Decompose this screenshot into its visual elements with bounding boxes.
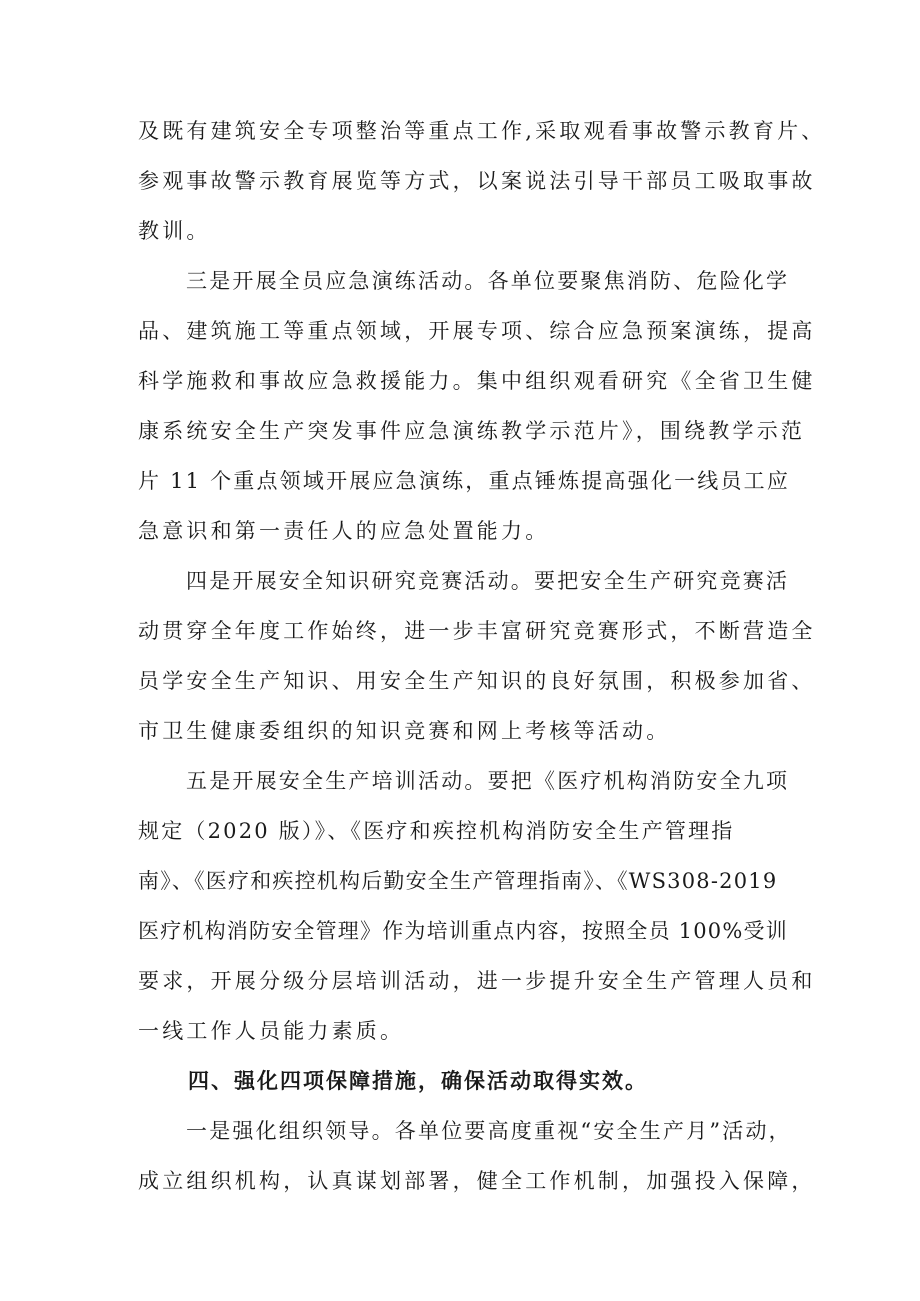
text-line: 急意识和第一责任人的应急处置能力。 [138, 519, 550, 543]
text-line: 参观事故警示教育展览等方式，以案说法引导干部员工吸取事故 [138, 169, 816, 193]
paragraph-four-start: 四是开展安全知识研究竞赛活动。要把安全生产研究竞赛活 [186, 569, 790, 593]
text-line: 成立组织机构，认真谋划部署，健全工作机制，加强投入保障， [138, 1169, 816, 1193]
text-line: 动贯穿全年度工作始终，进一步丰富研究竞赛形式，不断营造全 [138, 619, 816, 643]
paragraph-one-start: 一是强化组织领导。各单位要高度重视“安全生产月”活动， [186, 1119, 792, 1143]
text-line: 市卫生健康委组织的知识竞赛和网上考核等活动。 [138, 719, 671, 743]
text-line: 科学施救和事故应急救援能力。集中组织观看研究《全省卫生健 [138, 369, 816, 393]
text-line: 南》、《医疗和疾控机构后勤安全生产管理指南》、《WS308-2019 [138, 869, 778, 893]
text-line: 康系统安全生产突发事件应急演练教学示范片》，围绕教学示范 [138, 419, 806, 443]
text-line: 片 11 个重点领域开展应急演练，重点锤炼提高强化一线员工应 [138, 469, 791, 493]
text-line: 教训。 [138, 219, 211, 243]
text-line: 品、建筑施工等重点领域，开展专项、综合应急预案演练，提高 [138, 319, 816, 343]
text-line: 一线工作人员能力素质。 [138, 1019, 405, 1043]
section-heading: 四、强化四项保障措施，确保活动取得实效。 [188, 1069, 648, 1093]
paragraph-three-start: 三是开展全员应急演练活动。各单位要聚焦消防、危险化学 [186, 269, 790, 293]
text-line: 要求，开展分级分层培训活动，进一步提升安全生产管理人员和 [138, 969, 816, 993]
text-line: 及既有建筑安全专项整治等重点工作,采取观看事故警示教育片、 [138, 119, 826, 143]
text-line: 规定（2020 版）》、《医疗和疾控机构消防安全生产管理指 [138, 819, 735, 843]
text-line: 员学安全生产知识、用安全生产知识的良好氛围，积极参加省、 [138, 669, 816, 693]
paragraph-five-start: 五是开展安全生产培训活动。要把《医疗机构消防安全九项 [186, 769, 790, 793]
text-line: 医疗机构消防安全管理》作为培训重点内容，按照全员 100%受训 [138, 919, 788, 943]
